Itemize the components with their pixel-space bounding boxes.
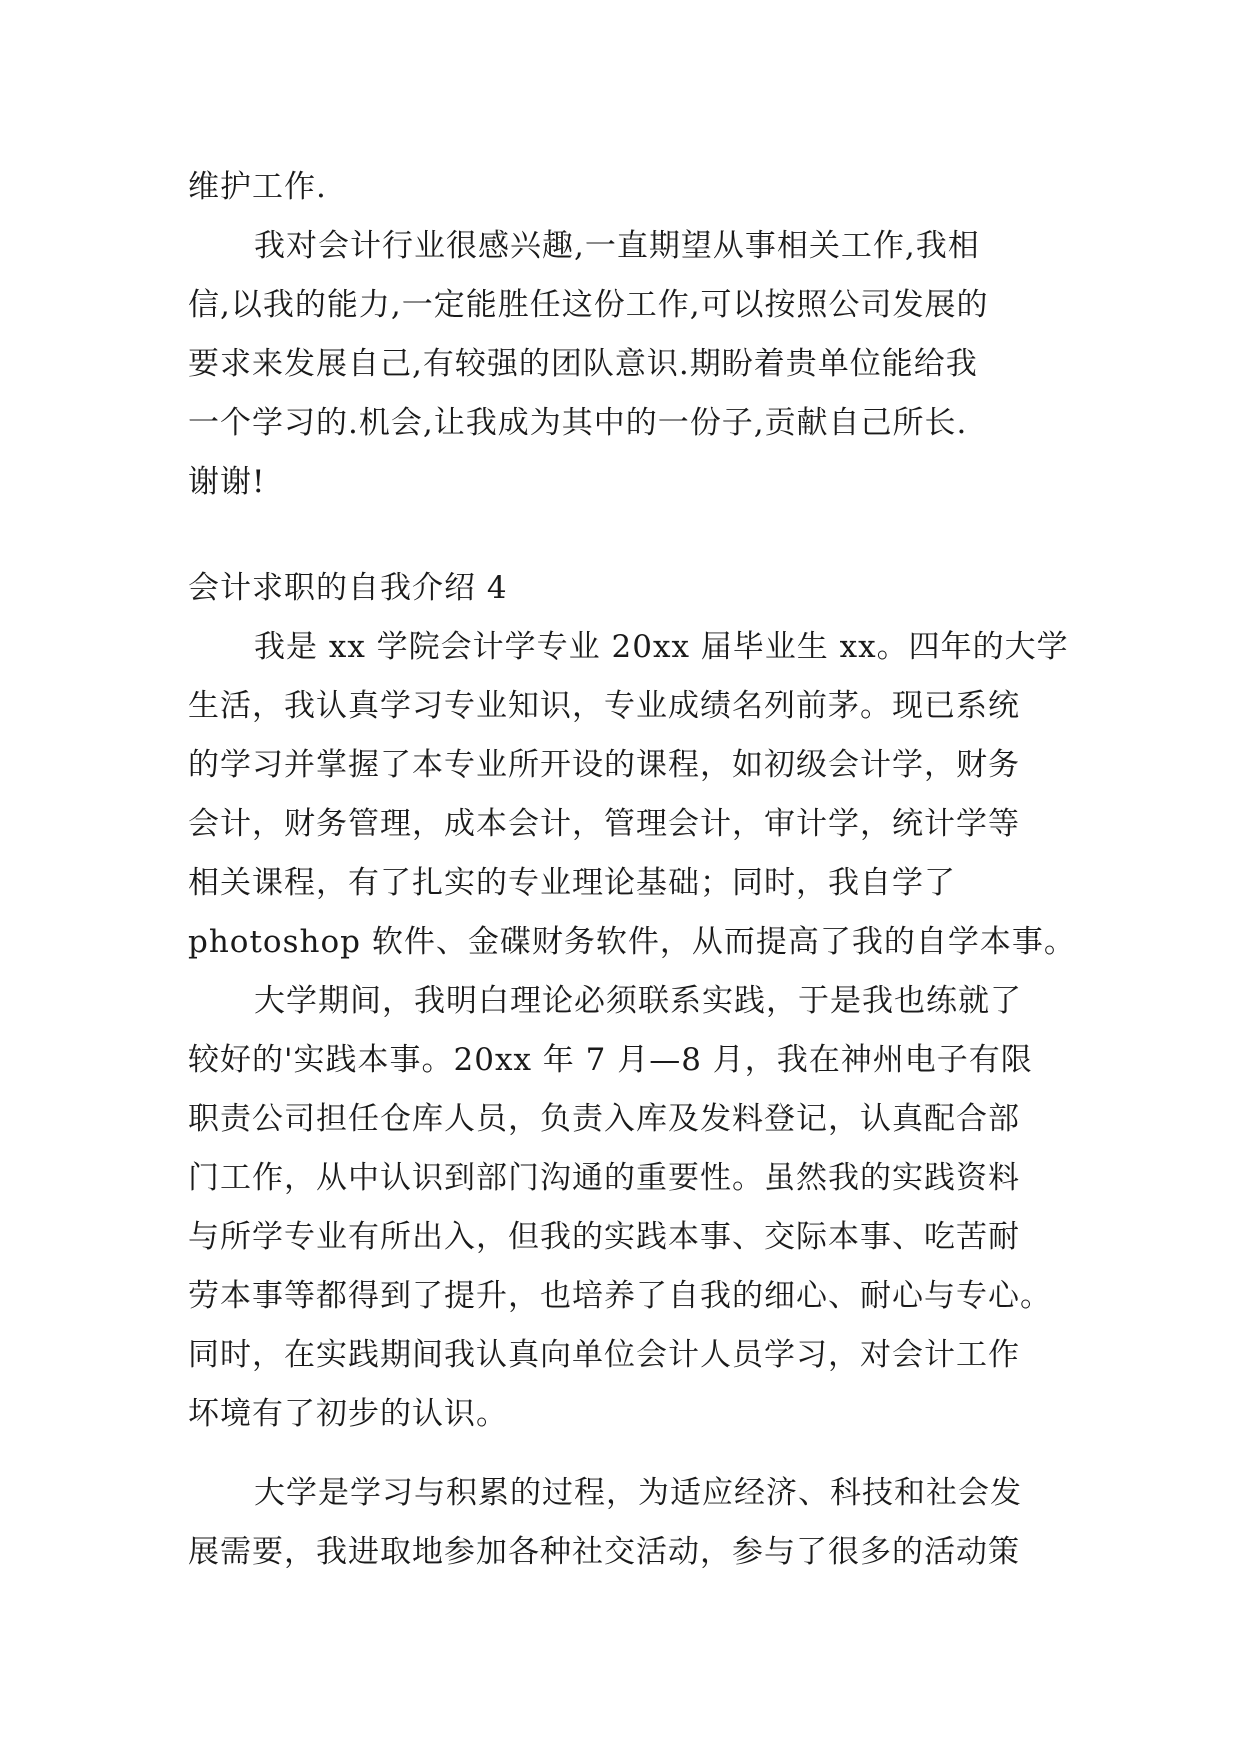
paragraph-continued — [188, 158, 1058, 217]
text-line: 会计，财务管理，成本会计，管理会计，审计学，统计学等 — [188, 806, 1020, 842]
text-line: 维护工作. — [188, 169, 327, 205]
text-line: 我是 xx 学院会计学专业 20xx 届毕业生 xx。四年的大学 — [254, 629, 1069, 665]
text-line: 职责公司担任仓库人员，负责入库及发料登记，认真配合部 — [188, 1101, 1020, 1137]
paragraph-closing — [188, 217, 1058, 512]
text-line: 大学是学习与积累的过程，为适应经济、科技和社会发 — [254, 1475, 1022, 1511]
text-line: 我对会计行业很感兴趣,一直期望从事相关工作,我相 — [254, 228, 980, 264]
text-line: 生活，我认真学习专业知识，专业成绩名列前茅。现已系统 — [188, 688, 1020, 724]
text-line: 门工作，从中认识到部门沟通的重要性。虽然我的实践资料 — [188, 1160, 1020, 1196]
text-line: 较好的'实践本事。20xx 年 7 月—8 月，我在神州电子有限 — [188, 1042, 1033, 1078]
spacer — [188, 512, 1058, 559]
paragraph-activities — [188, 1464, 1058, 1582]
section-heading: 会计求职的自我介绍 4 — [188, 570, 508, 606]
text-line: 同时，在实践期间我认真向单位会计人员学习，对会计工作 — [188, 1337, 1020, 1373]
text-line: 展需要，我进取地参加各种社交活动，参与了很多的活动策 — [188, 1534, 1020, 1570]
document-body — [188, 158, 1076, 1582]
text-line: 信,以我的能力,一定能胜任这份工作,可以按照公司发展的 — [188, 287, 989, 323]
text-line: 谢谢! — [188, 464, 266, 500]
text-line: 大学期间，我明白理论必须联系实践，于是我也练就了 — [254, 983, 1022, 1019]
text-line: 要求来发展自己,有较强的团队意识.期盼着贵单位能给我 — [188, 346, 978, 382]
paragraph-practice — [188, 972, 1058, 1444]
paragraph-intro — [188, 618, 1076, 972]
text-line: photoshop 软件、金碟财务软件，从而提高了我的自学本事。 — [188, 924, 1076, 960]
text-line: 劳本事等都得到了提升，也培养了自我的细心、耐心与专心。 — [188, 1278, 1052, 1314]
text-line: 的学习并掌握了本专业所开设的课程，如初级会计学，财务 — [188, 747, 1020, 783]
text-line: 与所学专业有所出入，但我的实践本事、交际本事、吃苦耐 — [188, 1219, 1020, 1255]
text-line: 一个学习的.机会,让我成为其中的一份子,贡献自己所长. — [188, 405, 968, 441]
spacer — [188, 1444, 1058, 1464]
text-line: 坏境有了初步的认识。 — [188, 1396, 508, 1432]
text-line: 相关课程，有了扎实的专业理论基础；同时，我自学了 — [188, 865, 956, 901]
